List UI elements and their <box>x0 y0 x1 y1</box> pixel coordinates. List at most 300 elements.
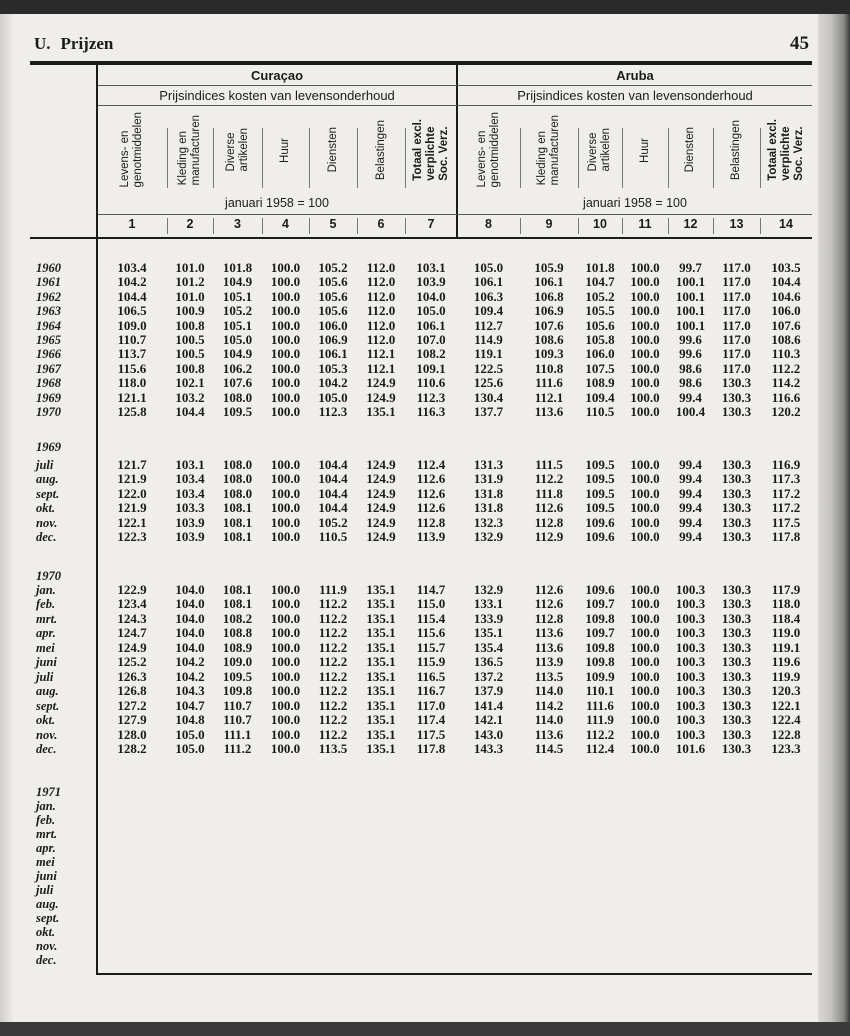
cell-col-5: 106.0 <box>318 317 348 333</box>
cell-col-8 <box>457 911 520 925</box>
cell-col-10: 105.6 <box>585 317 615 333</box>
row-label: aug. <box>36 472 59 487</box>
cell-col-10: 109.6 <box>585 529 615 544</box>
cell-col-4: 100.0 <box>270 726 301 742</box>
cell-col-13: 130.3 <box>721 500 752 516</box>
cell-col-14: 117.9 <box>771 582 801 597</box>
cell-col-9 <box>520 883 578 897</box>
cell-col-8: 131.8 <box>473 485 504 501</box>
cell-col-13: 130.3 <box>721 610 752 626</box>
row-label: sept. <box>36 486 60 501</box>
cell-col-7: 117.0 <box>416 697 446 713</box>
cell-col-14: 110.3 <box>771 346 801 362</box>
column-header-5 <box>309 106 357 194</box>
column-number: 9 <box>545 217 553 231</box>
cell-col-4: 100.0 <box>270 582 301 597</box>
cell-col-3: 109.5 <box>222 404 253 419</box>
cell-col-10: 109.7 <box>585 596 615 612</box>
cell-col-5: 105.2 <box>318 260 348 275</box>
cell-col-3: 105.1 <box>222 288 253 304</box>
cell-col-9: 114.0 <box>534 712 564 728</box>
cell-col-10 <box>578 953 622 967</box>
cell-col-11: 100.0 <box>630 485 660 501</box>
cell-col-2 <box>167 799 213 813</box>
cell-col-14 <box>760 939 812 953</box>
cell-col-9: 113.6 <box>534 726 564 742</box>
cell-col-4 <box>262 883 309 897</box>
cell-col-10 <box>578 925 622 939</box>
cell-col-1: 103.4 <box>117 260 147 275</box>
column-header-label: Diensten <box>684 127 696 173</box>
cell-col-3 <box>213 953 262 967</box>
cell-col-9: 113.5 <box>534 668 564 684</box>
cell-col-12 <box>668 827 713 841</box>
cell-col-3: 108.9 <box>222 639 253 655</box>
cell-col-14: 107.6 <box>771 317 801 333</box>
cell-col-14 <box>760 953 812 967</box>
cell-col-3 <box>213 799 262 813</box>
cell-col-6: 124.9 <box>366 514 396 530</box>
cell-col-10 <box>578 939 622 953</box>
cell-col-1 <box>97 911 167 925</box>
table-row <box>30 405 812 419</box>
cell-col-13 <box>713 911 760 925</box>
table-row <box>30 939 812 953</box>
cell-col-14: 117.2 <box>771 500 801 516</box>
top-thick-rule <box>30 61 812 65</box>
cell-col-12: 101.6 <box>675 740 706 756</box>
cell-col-7 <box>405 925 457 939</box>
cell-col-9 <box>520 925 578 939</box>
cell-col-5: 104.4 <box>318 457 348 472</box>
cell-col-13: 130.3 <box>721 668 752 684</box>
cell-col-8: 105.0 <box>473 260 504 275</box>
table-row <box>30 487 812 501</box>
cell-col-3: 107.6 <box>222 375 253 391</box>
cell-col-1: 127.9 <box>117 712 147 728</box>
cell-col-4 <box>262 799 309 813</box>
cell-col-3: 109.8 <box>222 683 253 699</box>
column-number: 3 <box>234 217 241 231</box>
table-bottom-rule <box>96 973 812 975</box>
cell-col-13: 130.3 <box>721 625 752 641</box>
cell-col-10: 112.2 <box>585 726 615 742</box>
cell-col-6: 135.1 <box>366 712 396 728</box>
cell-col-6 <box>357 897 405 911</box>
cell-col-8: 135.1 <box>473 625 504 641</box>
cell-col-14 <box>760 911 812 925</box>
cell-col-8: 114.9 <box>474 332 503 347</box>
scan-border-left <box>0 14 14 1036</box>
cell-col-11 <box>622 813 668 827</box>
cell-col-9 <box>520 855 578 869</box>
row-label: nov. <box>36 727 58 742</box>
cell-col-2: 100.5 <box>175 332 205 347</box>
cell-col-4: 100.0 <box>270 303 301 319</box>
cell-col-8 <box>457 883 520 897</box>
row-label: jan. <box>36 799 56 813</box>
cell-col-14: 117.5 <box>771 514 801 530</box>
table-row <box>30 472 812 486</box>
cell-col-4 <box>262 869 309 883</box>
table-row <box>30 275 812 289</box>
cell-col-3: 109.5 <box>222 668 253 684</box>
cell-col-4: 100.0 <box>270 654 301 670</box>
cell-col-4: 100.0 <box>270 260 301 275</box>
cell-col-3: 105.1 <box>222 317 253 333</box>
cell-col-6 <box>357 925 405 939</box>
cell-col-4: 100.0 <box>270 389 301 405</box>
cell-col-13: 117.0 <box>722 346 751 362</box>
row-label: aug. <box>36 897 59 911</box>
cell-col-1: 124.3 <box>117 610 147 626</box>
cell-col-13 <box>713 939 760 953</box>
column-divider <box>622 128 623 188</box>
cell-col-9: 106.1 <box>534 274 564 290</box>
cell-col-1: 121.1 <box>117 389 147 405</box>
cell-col-6 <box>357 883 405 897</box>
cell-col-12: 99.7 <box>679 260 702 275</box>
cell-col-10: 109.9 <box>585 668 615 684</box>
cell-col-10 <box>578 911 622 925</box>
cell-col-5 <box>309 939 357 953</box>
cell-col-11: 100.0 <box>630 360 660 376</box>
cell-col-7: 112.8 <box>416 514 446 530</box>
cell-col-1: 126.8 <box>117 683 147 699</box>
cell-col-7: 112.6 <box>416 485 446 501</box>
cell-col-10: 111.9 <box>586 712 614 728</box>
cell-col-14: 116.6 <box>771 389 801 405</box>
cell-col-2: 105.0 <box>175 726 205 742</box>
row-label: mrt. <box>36 611 58 626</box>
cell-col-5: 113.5 <box>318 740 348 756</box>
cell-col-6: 124.9 <box>366 457 396 472</box>
cell-col-7: 112.6 <box>416 500 446 516</box>
column-number: 4 <box>282 217 289 231</box>
cell-col-2: 100.8 <box>175 317 205 333</box>
table-row <box>30 516 812 530</box>
cell-col-13 <box>713 883 760 897</box>
column-header-label: Diverse artikelen <box>587 128 612 172</box>
cell-col-10: 105.2 <box>585 288 615 304</box>
cell-col-2: 104.0 <box>175 582 205 597</box>
cell-col-1: 125.8 <box>117 404 147 419</box>
column-header-label: Levens- en genotmiddelen <box>119 112 144 188</box>
cell-col-11: 100.0 <box>630 457 660 472</box>
cell-col-6: 135.1 <box>366 625 396 641</box>
cell-col-9: 112.6 <box>534 582 564 597</box>
row-label: sept. <box>36 698 60 713</box>
cell-col-7 <box>405 897 457 911</box>
cell-col-9 <box>520 841 578 855</box>
cell-col-6: 124.9 <box>366 500 396 516</box>
column-divider <box>668 218 669 234</box>
cell-col-4: 100.0 <box>270 610 301 626</box>
row-label: juli <box>36 458 54 472</box>
cell-col-1: 124.7 <box>117 625 147 641</box>
cell-col-2 <box>167 869 213 883</box>
column-divider <box>405 218 406 234</box>
cell-col-13: 130.3 <box>721 485 752 501</box>
cell-col-8: 136.5 <box>473 654 504 670</box>
cell-col-1: 118.0 <box>117 375 147 391</box>
cell-col-7: 105.0 <box>416 303 446 319</box>
cell-col-12: 98.6 <box>679 360 702 376</box>
cell-col-14: 122.8 <box>771 726 801 742</box>
table-row <box>30 841 812 855</box>
cell-col-8: 106.3 <box>473 288 504 304</box>
cell-col-12: 99.4 <box>679 514 702 530</box>
cell-col-4: 100.0 <box>270 317 301 333</box>
table-row <box>30 684 812 698</box>
cell-col-6: 135.1 <box>366 683 396 699</box>
cell-col-7: 114.7 <box>416 582 446 597</box>
table-row <box>30 953 812 967</box>
cell-col-1 <box>97 813 167 827</box>
cell-col-11: 100.0 <box>630 654 660 670</box>
cell-col-11 <box>622 939 668 953</box>
row-label: 1966 <box>36 347 61 362</box>
cell-col-11 <box>622 925 668 939</box>
column-header-10 <box>578 106 622 194</box>
cell-col-13 <box>713 869 760 883</box>
cell-col-2: 100.9 <box>175 303 205 319</box>
column-header-label: Kleding en manufacturen <box>536 114 561 186</box>
cell-col-3: 109.0 <box>222 654 253 670</box>
cell-col-1: 106.5 <box>117 303 147 319</box>
cell-col-11 <box>622 953 668 967</box>
cell-col-12: 99.4 <box>679 471 702 487</box>
table-row <box>30 319 812 333</box>
cell-col-13 <box>713 799 760 813</box>
table-row <box>30 883 812 897</box>
column-number: 14 <box>779 217 793 231</box>
cell-col-10: 110.5 <box>585 404 615 419</box>
cell-col-5 <box>309 897 357 911</box>
cell-col-11: 100.0 <box>630 404 660 419</box>
cell-col-1: 122.3 <box>117 529 147 544</box>
cell-col-14 <box>760 799 812 813</box>
column-divider <box>713 218 714 234</box>
cell-col-10 <box>578 883 622 897</box>
column-header-3 <box>213 106 262 194</box>
cell-col-5: 104.4 <box>318 471 348 487</box>
cell-col-3: 106.2 <box>222 360 253 376</box>
column-header-13 <box>713 106 760 194</box>
region-name-rule <box>98 85 812 86</box>
cell-col-7 <box>405 855 457 869</box>
cell-col-5: 104.4 <box>318 500 348 516</box>
cell-col-8 <box>457 869 520 883</box>
cell-col-8: 137.9 <box>473 683 504 699</box>
row-label: 1963 <box>36 304 61 319</box>
cell-col-6 <box>357 939 405 953</box>
cell-col-12: 99.4 <box>679 485 702 501</box>
cell-col-3 <box>213 939 262 953</box>
cell-col-5: 112.2 <box>318 654 348 670</box>
row-label: sept. <box>36 911 60 925</box>
cell-col-10 <box>578 855 622 869</box>
cell-col-6: 135.1 <box>366 697 396 713</box>
column-number: 6 <box>377 217 385 231</box>
table-row <box>30 670 812 684</box>
cell-col-6 <box>357 855 405 869</box>
row-label: nov. <box>36 939 58 953</box>
cell-col-4: 100.0 <box>270 529 301 544</box>
cell-col-3: 104.9 <box>222 274 253 290</box>
cell-col-8: 125.6 <box>473 375 504 391</box>
cell-col-12: 100.3 <box>675 726 706 742</box>
cell-col-1: 125.2 <box>117 654 147 670</box>
cell-col-8: 131.8 <box>473 500 504 516</box>
cell-col-6: 124.9 <box>366 485 396 501</box>
cell-col-9 <box>520 813 578 827</box>
cell-col-7 <box>405 869 457 883</box>
cell-col-7: 117.8 <box>416 740 446 756</box>
column-divider <box>713 128 714 188</box>
cell-col-5: 112.3 <box>318 404 348 419</box>
cell-col-10: 109.8 <box>585 639 615 655</box>
cell-col-2: 104.2 <box>175 668 205 684</box>
cell-col-14 <box>760 813 812 827</box>
cell-col-3: 108.1 <box>222 529 253 544</box>
cell-col-6 <box>357 911 405 925</box>
row-label: 1970 <box>36 405 61 419</box>
cell-col-14: 104.4 <box>771 274 801 290</box>
cell-col-3: 108.0 <box>222 457 253 472</box>
cell-col-5 <box>309 799 357 813</box>
cell-col-12: 100.1 <box>675 303 706 319</box>
cell-col-12: 100.3 <box>675 683 706 699</box>
cell-col-2 <box>167 953 213 967</box>
row-label: 1967 <box>36 361 61 376</box>
cell-col-9: 108.6 <box>534 332 564 347</box>
cell-col-9 <box>520 799 578 813</box>
cell-col-7: 108.2 <box>416 346 446 362</box>
cell-col-10: 109.8 <box>585 610 615 626</box>
scan-border-bottom <box>0 1022 850 1036</box>
cell-col-14: 119.1 <box>771 639 801 655</box>
cell-col-14: 122.4 <box>771 712 801 728</box>
cell-col-5: 112.2 <box>318 683 348 699</box>
row-label: nov. <box>36 515 58 530</box>
cell-col-7: 117.5 <box>416 726 446 742</box>
cell-col-8 <box>457 855 520 869</box>
cell-col-7: 109.1 <box>416 360 446 376</box>
column-divider <box>760 128 761 188</box>
column-divider <box>357 218 358 234</box>
cell-col-5: 105.3 <box>318 360 348 376</box>
row-label: okt. <box>36 925 56 939</box>
table-row <box>30 626 812 640</box>
cell-col-2: 103.2 <box>175 389 205 405</box>
cell-col-3 <box>213 855 262 869</box>
cell-col-6: 124.9 <box>366 389 396 405</box>
column-number: 10 <box>593 217 607 231</box>
row-label: feb. <box>36 813 56 827</box>
cell-col-10 <box>578 827 622 841</box>
cell-col-5: 112.2 <box>318 712 348 728</box>
cell-col-2: 103.4 <box>175 471 205 487</box>
header-bottom-rule <box>30 237 812 239</box>
cell-col-9: 112.8 <box>534 514 564 530</box>
table-row <box>30 530 812 544</box>
cell-col-11: 100.0 <box>630 317 660 333</box>
cell-col-10: 109.6 <box>585 582 615 597</box>
cell-col-10: 112.4 <box>585 740 615 756</box>
cell-col-1: 109.0 <box>117 317 147 333</box>
row-label: dec. <box>36 741 57 756</box>
cell-col-5: 112.2 <box>318 625 348 641</box>
cell-col-1 <box>97 841 167 855</box>
cell-col-7: 115.4 <box>416 610 446 626</box>
table-row <box>30 391 812 405</box>
cell-col-7: 110.6 <box>416 375 446 391</box>
cell-col-12: 100.1 <box>675 317 706 333</box>
cell-col-4 <box>262 855 309 869</box>
cell-col-12: 99.4 <box>679 529 702 544</box>
cell-col-14 <box>760 869 812 883</box>
colnum-rule <box>98 214 812 215</box>
cell-col-6: 124.9 <box>366 471 396 487</box>
cell-col-13: 130.3 <box>721 697 752 713</box>
cell-col-2: 104.8 <box>175 712 205 728</box>
cell-col-2: 104.0 <box>175 610 205 626</box>
cell-col-14: 118.0 <box>771 596 801 612</box>
column-divider <box>668 128 669 188</box>
cell-col-7: 104.0 <box>416 288 446 304</box>
cell-col-13: 130.3 <box>721 471 752 487</box>
cell-col-6: 124.9 <box>366 529 396 544</box>
row-label: dec. <box>36 530 57 544</box>
cell-col-13: 130.3 <box>721 529 752 544</box>
cell-col-2: 102.1 <box>175 375 205 391</box>
cell-col-8 <box>457 925 520 939</box>
cell-col-3: 108.0 <box>222 389 253 405</box>
cell-col-5 <box>309 869 357 883</box>
cell-col-2: 101.0 <box>175 288 205 304</box>
cell-col-5: 104.4 <box>318 485 348 501</box>
cell-col-1 <box>97 799 167 813</box>
cell-col-3: 108.2 <box>222 610 253 626</box>
cell-col-4: 100.0 <box>270 683 301 699</box>
cell-col-12 <box>668 869 713 883</box>
cell-col-2: 104.0 <box>175 625 205 641</box>
cell-col-13 <box>713 841 760 855</box>
cell-col-10: 109.6 <box>585 514 615 530</box>
cell-col-5: 112.2 <box>318 668 348 684</box>
cell-col-11: 100.0 <box>630 668 660 684</box>
cell-col-2: 103.1 <box>175 457 205 472</box>
cell-col-3: 108.0 <box>222 471 253 487</box>
cell-col-8 <box>457 939 520 953</box>
cell-col-13: 117.0 <box>722 360 751 376</box>
cell-col-4: 100.0 <box>270 514 301 530</box>
cell-col-9: 113.6 <box>534 639 564 655</box>
table-row <box>30 501 812 515</box>
cell-col-13: 130.3 <box>721 726 752 742</box>
cell-col-12: 100.3 <box>675 654 706 670</box>
cell-col-12 <box>668 855 713 869</box>
cell-col-13: 130.3 <box>721 712 752 728</box>
cell-col-11: 100.0 <box>630 639 660 655</box>
cell-col-1: 122.0 <box>117 485 147 501</box>
table-row <box>30 583 812 597</box>
cell-col-14: 120.3 <box>771 683 801 699</box>
cell-col-11: 100.0 <box>630 697 660 713</box>
cell-col-9: 111.6 <box>535 375 563 391</box>
cell-col-11: 100.0 <box>630 500 660 516</box>
